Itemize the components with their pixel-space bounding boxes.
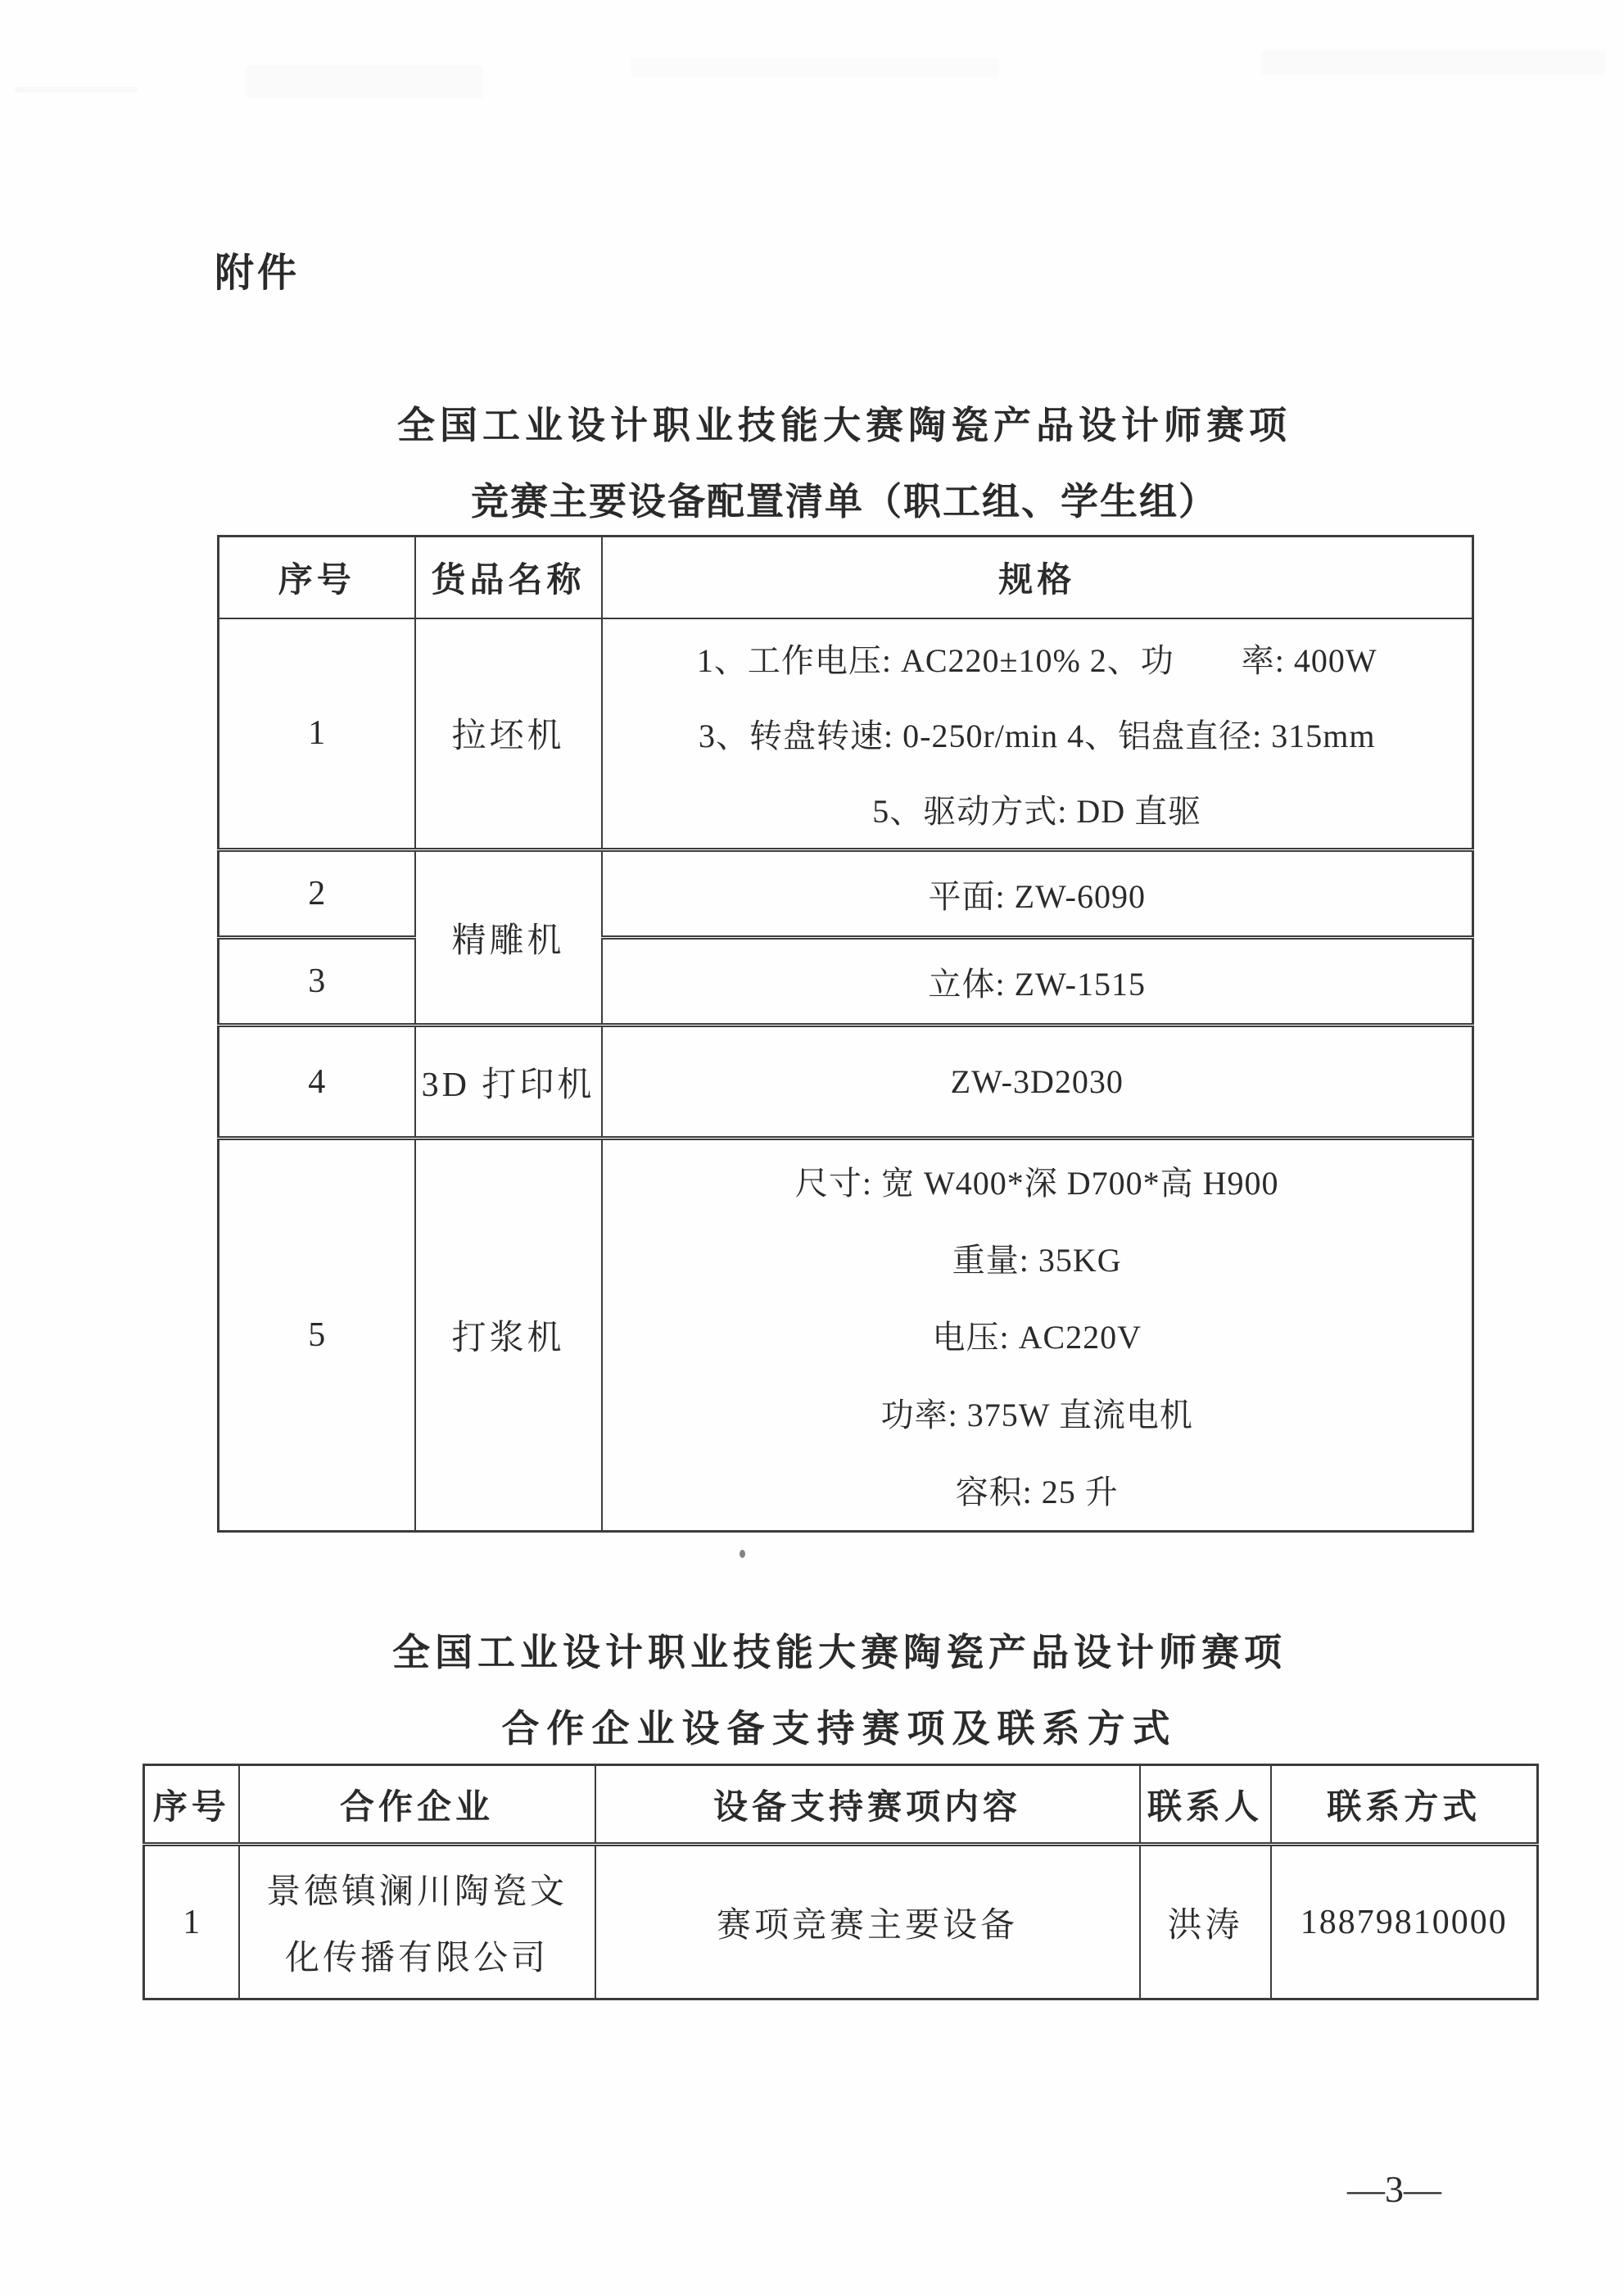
partner-title-line2: 合作企业设备支持赛项及联系方式 (501, 1708, 1178, 1750)
spec-line: 尺寸: 宽 W400*深 D700*高 H900 (794, 1164, 1279, 1202)
cell-row-no: 5 (219, 1139, 415, 1532)
scan-artifact (15, 87, 138, 93)
table-row (219, 1139, 1473, 1532)
equipment-col-spec: 规格 (602, 537, 1473, 618)
table-row (219, 618, 1473, 850)
equipment-col-name: 货品名称 (415, 537, 602, 618)
equipment-table (217, 535, 1474, 1533)
cell-row-no: 1 (219, 618, 415, 850)
cell-product-name: 3D 打印机 (415, 1026, 602, 1139)
cell-spec (602, 618, 1473, 850)
spec-line: 1、工作电压: AC220±10% 2、功 率: 400W (696, 641, 1377, 679)
cell-product-name: 精雕机 (415, 850, 602, 1026)
spec-line: 重量: 35KG (952, 1242, 1122, 1279)
cell-support-content: 赛项竞赛主要设备 (595, 1845, 1140, 1999)
scan-artifact-dot (740, 1550, 745, 1558)
cell-spec: 立体: ZW-1515 (602, 938, 1473, 1026)
equipment-title-line1: 全国工业设计职业技能大赛陶瓷产品设计师赛项 (397, 405, 1292, 446)
spec-line: 5、驱动方式: DD 直驱 (872, 792, 1202, 830)
cell-row-no: 3 (219, 938, 415, 1026)
company-line: 化传播有限公司 (284, 1939, 549, 1977)
page-number: —3— (1347, 2168, 1441, 2210)
spec-line: 功率: 375W 直流电机 (880, 1396, 1193, 1433)
partner-col-phone: 联系方式 (1271, 1765, 1538, 1845)
spec-line: 容积: 25 升 (955, 1474, 1119, 1511)
cell-company (239, 1845, 595, 1999)
attachment-label: 附件 (215, 251, 301, 295)
table-row (219, 938, 1473, 1026)
scan-artifact (246, 66, 483, 98)
table-row (219, 1026, 1473, 1139)
table-row (144, 1845, 1538, 1999)
partner-table-header-row (144, 1765, 1538, 1845)
cell-spec: ZW-3D2030 (602, 1026, 1473, 1139)
partner-col-content: 设备支持赛项内容 (595, 1765, 1140, 1845)
equipment-col-no: 序号 (219, 537, 415, 618)
equipment-table-header-row (219, 537, 1473, 618)
scan-artifact (1261, 51, 1605, 75)
cell-contact: 洪涛 (1140, 1845, 1271, 1999)
cell-row-no: 4 (219, 1026, 415, 1139)
spec-line: 3、转盘转速: 0-250r/min 4、铝盘直径: 315mm (699, 717, 1376, 754)
partner-col-contact: 联系人 (1140, 1765, 1271, 1845)
partner-section-title (142, 1630, 1536, 1752)
cell-row-no: 1 (144, 1845, 239, 1999)
scan-artifact (631, 57, 999, 77)
table-row (219, 850, 1473, 938)
cell-phone: 18879810000 (1271, 1845, 1538, 1999)
cell-row-no: 2 (219, 850, 415, 938)
partner-col-company: 合作企业 (239, 1765, 595, 1845)
spec-line: 电压: AC220V (932, 1319, 1142, 1356)
company-line: 景德镇澜川陶瓷文 (265, 1873, 568, 1912)
cell-product-name: 拉坯机 (415, 618, 602, 850)
partner-table (142, 1764, 1539, 2000)
partner-title-line1: 全国工业设计职业技能大赛陶瓷产品设计师赛项 (392, 1632, 1287, 1673)
equipment-section-title (217, 403, 1472, 525)
cell-product-name: 打浆机 (415, 1139, 602, 1532)
equipment-title-line2: 竞赛主要设备配置清单（职工组、学生组） (471, 481, 1218, 523)
partner-col-no: 序号 (144, 1765, 239, 1845)
cell-spec: 平面: ZW-6090 (602, 850, 1473, 938)
cell-spec (602, 1139, 1473, 1532)
